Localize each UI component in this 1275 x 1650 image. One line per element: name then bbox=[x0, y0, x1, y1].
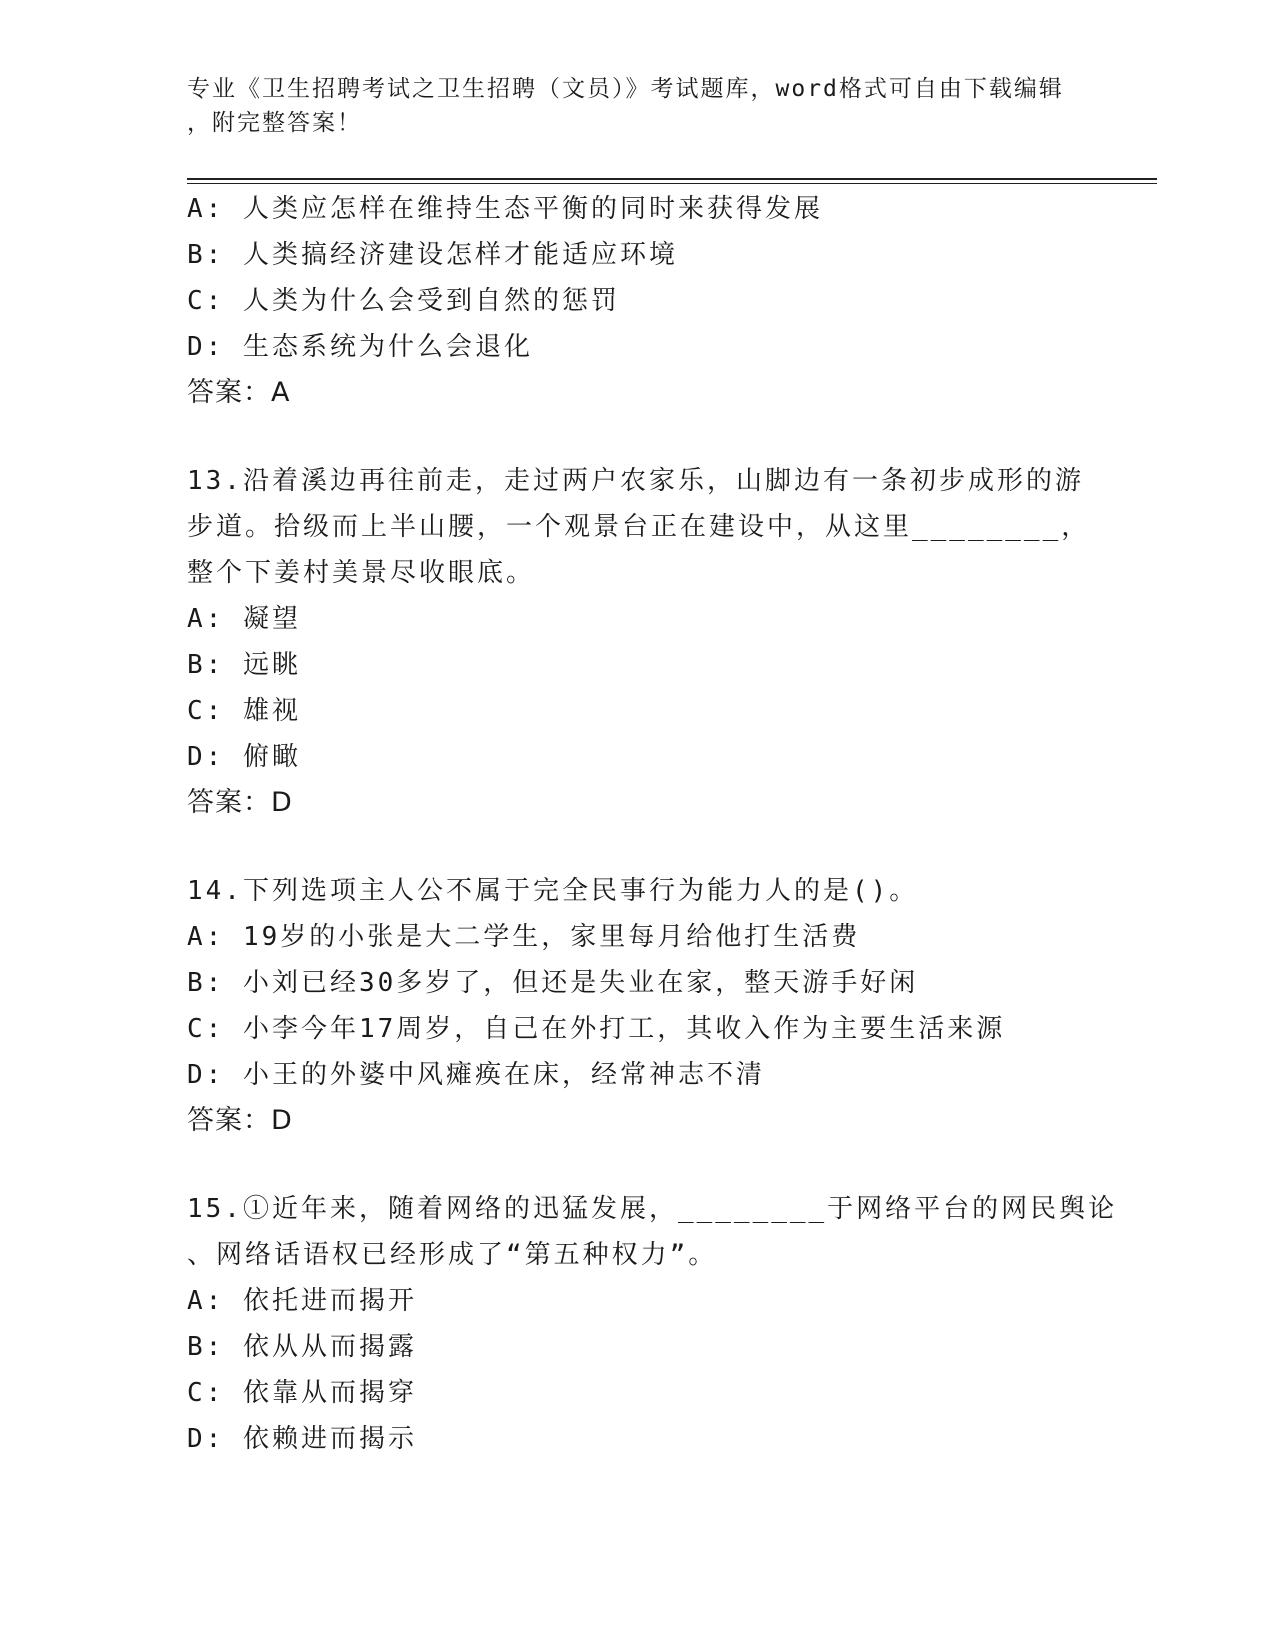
question-15 bbox=[187, 1186, 1118, 1462]
question-stem-line: 14.下列选项主人公不属于完全民事行为能力人的是()。 bbox=[187, 876, 919, 906]
header-divider-thick bbox=[187, 178, 1157, 180]
document-header bbox=[187, 72, 1087, 140]
question-stem-line: 、网络话语权已经形成了“第五种权力”。 bbox=[187, 1240, 718, 1270]
option-c: C: 雄视 bbox=[187, 696, 301, 726]
option-d: D: 小王的外婆中风瘫痪在床，经常神志不清 bbox=[187, 1060, 765, 1090]
option-d: D: 生态系统为什么会退化 bbox=[187, 332, 533, 362]
option-d: D: 俯瞰 bbox=[187, 742, 301, 772]
option-b: B: 人类搞经济建设怎样才能适应环境 bbox=[187, 240, 678, 270]
option-a: A: 凝望 bbox=[187, 604, 301, 634]
question-12 bbox=[187, 186, 1087, 416]
question-stem-line: 整个下姜村美景尽收眼底。 bbox=[187, 558, 536, 588]
option-a: A: 依托进而揭开 bbox=[187, 1286, 417, 1316]
header-line-1: 专业《卫生招聘考试之卫生招聘（文员）》考试题库，word格式可自由下载编辑 bbox=[187, 76, 1064, 102]
option-c: C: 小李今年17周岁，自己在外打工，其收入作为主要生活来源 bbox=[187, 1014, 1006, 1044]
option-b: B: 小刘已经30多岁了，但还是失业在家，整天游手好闲 bbox=[187, 968, 919, 998]
question-list bbox=[187, 186, 1118, 1462]
question-stem-line: 15.①近年来，随着网络的迅猛发展，________于网络平台的网民舆论 bbox=[187, 1194, 1118, 1224]
question-stem-line: 13.沿着溪边再往前走，走过两户农家乐，山脚边有一条初步成形的游 bbox=[187, 466, 1084, 496]
option-b: B: 远眺 bbox=[187, 650, 301, 680]
answer-line: 答案：D bbox=[187, 1105, 293, 1136]
header-line-2: ，附完整答案！ bbox=[187, 110, 362, 136]
question-13 bbox=[187, 458, 1091, 826]
option-a: A: 人类应怎样在维持生态平衡的同时来获得发展 bbox=[187, 194, 823, 224]
option-b: B: 依从从而揭露 bbox=[187, 1332, 417, 1362]
question-stem-line: 步道。拾级而上半山腰，一个观景台正在建设中，从这里________， bbox=[187, 512, 1091, 542]
question-14 bbox=[187, 868, 1087, 1144]
answer-line: 答案：D bbox=[187, 787, 293, 818]
answer-line: 答案：A bbox=[187, 377, 291, 408]
option-a: A: 19岁的小张是大二学生，家里每月给他打生活费 bbox=[187, 922, 861, 952]
option-c: C: 依靠从而揭穿 bbox=[187, 1378, 417, 1408]
option-d: D: 依赖进而揭示 bbox=[187, 1424, 417, 1454]
option-c: C: 人类为什么会受到自然的惩罚 bbox=[187, 286, 620, 316]
header-divider-thin bbox=[187, 183, 1157, 184]
